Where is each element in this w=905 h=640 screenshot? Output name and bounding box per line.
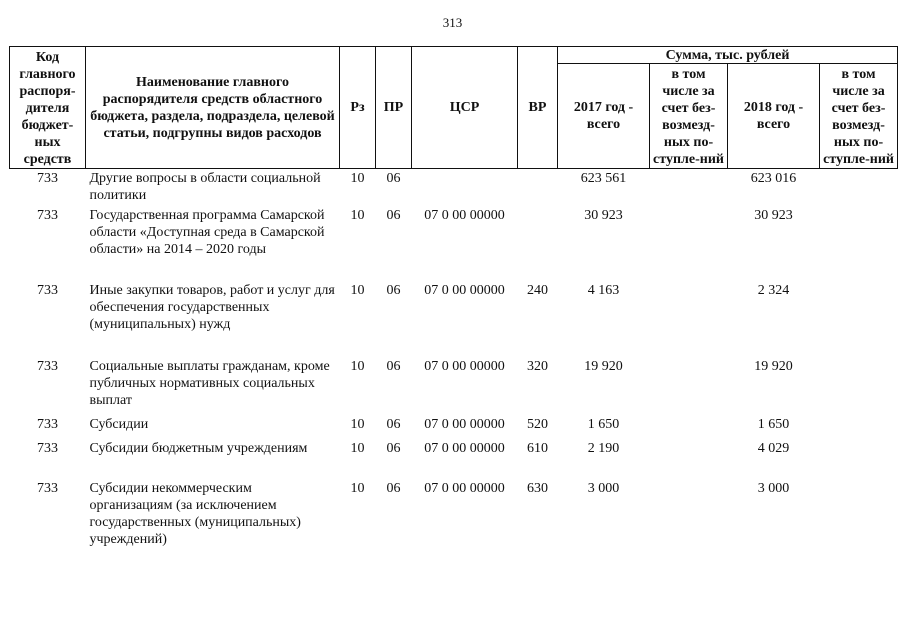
page-number: 313 <box>442 15 463 30</box>
cell-2018-gratuitous <box>820 480 898 550</box>
cell-vr: 630 <box>527 480 548 496</box>
cell-2018-gratuitous <box>820 440 898 480</box>
table-row <box>10 480 898 550</box>
cell-pr: 06 <box>386 207 401 223</box>
table-row <box>10 358 898 416</box>
cell-2017-total: 19 920 <box>584 358 623 374</box>
cell-2018-total: 3 000 <box>757 480 790 496</box>
cell-2017-gratuitous <box>650 282 728 358</box>
cell-csr <box>412 169 518 207</box>
cell-code: 733 <box>37 171 58 186</box>
cell-2017-gratuitous <box>650 358 728 416</box>
cell-rz: 10 <box>350 416 365 432</box>
cell-csr: 07 0 00 00000 <box>424 440 505 456</box>
cell-rz: 10 <box>350 282 365 298</box>
cell-pr: 06 <box>386 282 401 298</box>
cell-rz: 10 <box>350 480 365 496</box>
table-row <box>10 207 898 282</box>
cell-rz: 10 <box>350 440 365 456</box>
cell-rz: 10 <box>350 358 365 374</box>
cell-vr <box>518 207 558 282</box>
cell-name: Иные закупки товаров, работ и услуг для обеспечения государственных (муниципальных) нужд <box>89 282 335 332</box>
cell-pr: 06 <box>386 358 401 374</box>
cell-code: 733 <box>37 416 58 432</box>
cell-2017-gratuitous <box>650 440 728 480</box>
cell-2017-total: 3 000 <box>587 480 620 496</box>
cell-2017-gratuitous <box>650 416 728 440</box>
cell-2018-total: 4 029 <box>757 440 790 456</box>
cell-csr: 07 0 00 00000 <box>424 358 505 374</box>
cell-code: 733 <box>37 282 58 298</box>
table-row <box>10 282 898 358</box>
cell-code: 733 <box>37 440 58 456</box>
header-rz: Рз <box>340 47 376 169</box>
header-sum-group: Сумма, тыс. рублей <box>558 47 898 64</box>
cell-2017-total: 1 650 <box>587 416 620 432</box>
cell-vr: 240 <box>527 282 548 298</box>
cell-2018-gratuitous <box>820 416 898 440</box>
header-pr: ПР <box>376 47 412 169</box>
cell-csr: 07 0 00 00000 <box>424 282 505 298</box>
table-row <box>10 169 898 207</box>
cell-csr: 07 0 00 00000 <box>424 207 505 223</box>
header-2018-total: 2018 год - всего <box>728 64 820 169</box>
cell-vr: 610 <box>527 440 548 456</box>
cell-name: Социальные выплаты гражданам, кроме публичных нормативных социальных выплат <box>89 358 330 408</box>
cell-2018-total: 2 324 <box>757 282 790 298</box>
cell-name: Другие вопросы в области социальной политики <box>89 171 321 203</box>
cell-pr: 06 <box>386 416 401 432</box>
cell-2018-gratuitous <box>820 358 898 416</box>
cell-vr: 320 <box>527 358 548 374</box>
cell-2017-total: 2 190 <box>587 440 620 456</box>
cell-2017-gratuitous <box>650 207 728 282</box>
cell-code: 733 <box>37 207 58 223</box>
header-2017-gratuitous: в том числе за счет без-возмезд-ных по-ступле-ний <box>650 64 728 169</box>
cell-pr: 06 <box>386 440 401 456</box>
header-name: Наименование главного распорядителя средств областного бюджета, раздела, подраздела, целевой статьи, подгрупны видов расходов <box>86 47 340 169</box>
header-csr: ЦСР <box>412 47 518 169</box>
cell-vr <box>518 169 558 207</box>
cell-name: Субсидии <box>89 416 149 432</box>
header-2017-total: 2017 год - всего <box>558 64 650 169</box>
cell-2018-total: 623 016 <box>750 171 797 186</box>
table-row <box>10 416 898 440</box>
header-vr: ВР <box>518 47 558 169</box>
table-row <box>10 440 898 480</box>
cell-pr: 06 <box>386 480 401 496</box>
cell-2018-gratuitous <box>820 282 898 358</box>
header-2018-gratuitous: в том числе за счет без-возмезд-ных по-ступле-ний <box>820 64 898 169</box>
cell-code: 733 <box>37 480 58 496</box>
table-body <box>10 169 898 550</box>
cell-2018-total: 30 923 <box>754 207 793 223</box>
cell-rz: 10 <box>350 207 365 223</box>
cell-pr: 06 <box>386 171 401 186</box>
cell-2018-gratuitous <box>820 207 898 282</box>
cell-2017-total: 30 923 <box>584 207 623 223</box>
cell-2018-total: 19 920 <box>754 358 793 374</box>
cell-name: Субсидии некоммерческим организациям (за исключением государственных (муниципальных) учреждений) <box>89 480 301 547</box>
cell-2018-gratuitous <box>820 169 898 207</box>
cell-2017-total: 4 163 <box>587 282 620 298</box>
cell-2018-total: 1 650 <box>757 416 790 432</box>
cell-2017-total: 623 561 <box>580 171 627 186</box>
header-code: Код главного распоря-дителя бюджет-ных средств <box>10 47 86 169</box>
cell-rz: 10 <box>350 171 365 186</box>
table-header <box>10 47 898 169</box>
cell-name: Субсидии бюджетным учреждениям <box>89 440 308 456</box>
cell-code: 733 <box>37 358 58 374</box>
cell-csr: 07 0 00 00000 <box>424 416 505 432</box>
budget-table <box>9 46 898 550</box>
cell-vr: 520 <box>527 416 548 432</box>
cell-csr: 07 0 00 00000 <box>424 480 505 496</box>
cell-name: Государственная программа Самарской области «Доступная среда в Самарской области» на 2014 – 2020 годы <box>89 207 325 257</box>
cell-2017-gratuitous <box>650 169 728 207</box>
cell-2017-gratuitous <box>650 480 728 550</box>
